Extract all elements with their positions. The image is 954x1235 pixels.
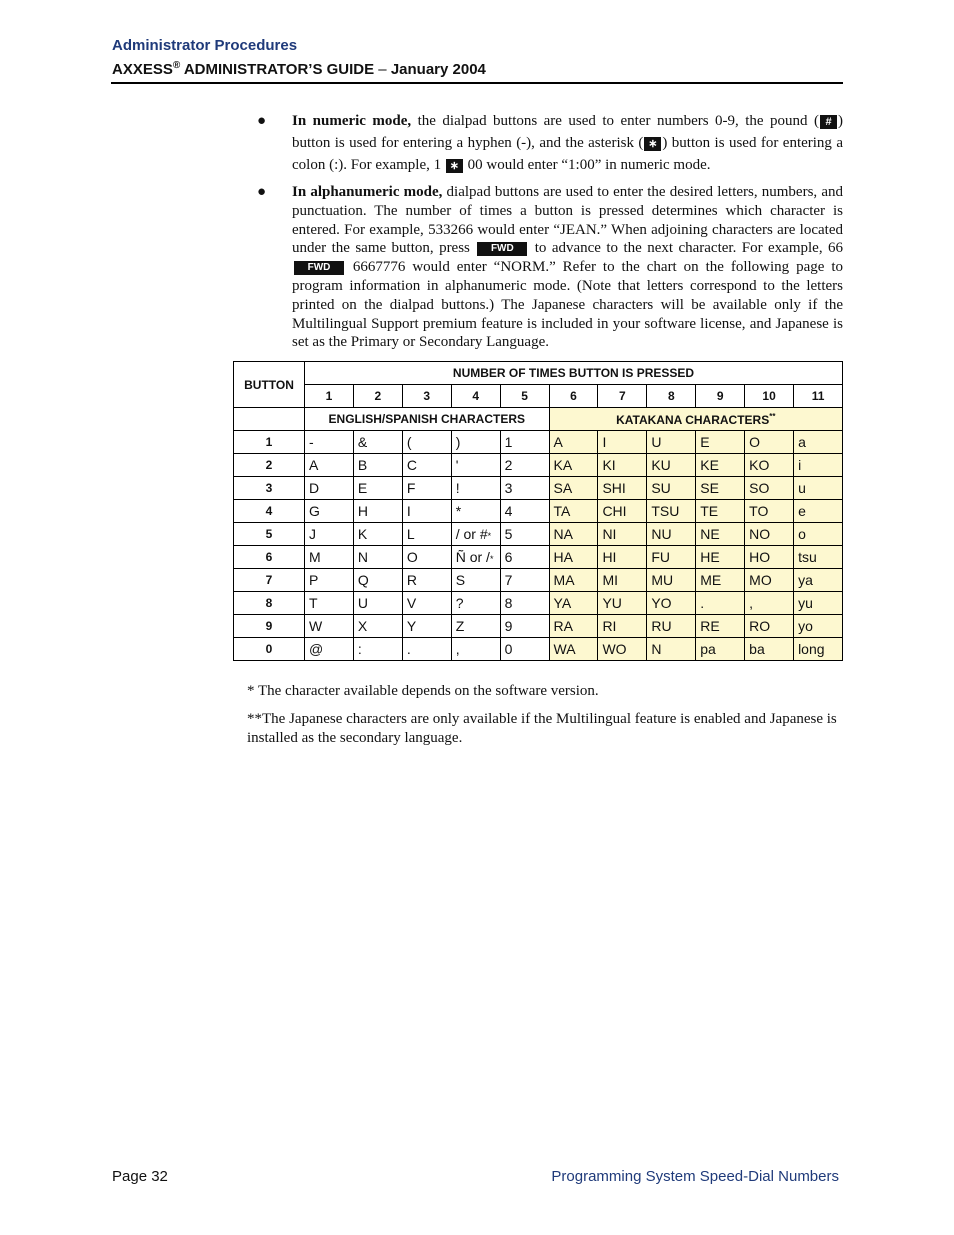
press-count-8: 8 bbox=[647, 385, 696, 408]
alphanumeric-mode-bullet bbox=[257, 183, 843, 352]
guide-title bbox=[112, 60, 486, 78]
english-cell: V bbox=[402, 592, 451, 615]
button-number-cell: 9 bbox=[234, 615, 305, 638]
katakana-header bbox=[549, 408, 842, 431]
katakana-cell: ya bbox=[794, 569, 843, 592]
katakana-cell: SU bbox=[647, 477, 696, 500]
numeric-text-2: ) button is used for entering a hyphen (-), and the asterisk ( bbox=[292, 113, 843, 151]
katakana-cell: YO bbox=[647, 592, 696, 615]
katakana-cell: RE bbox=[696, 615, 745, 638]
katakana-cell: HA bbox=[549, 546, 598, 569]
katakana-cell: yo bbox=[794, 615, 843, 638]
pound-key-icon: # bbox=[820, 115, 837, 129]
english-cell: L bbox=[402, 523, 451, 546]
katakana-cell: E bbox=[696, 431, 745, 454]
english-cell: ' bbox=[451, 454, 500, 477]
katakana-header-label: KATAKANA CHARACTERS bbox=[616, 412, 770, 427]
english-cell: 4 bbox=[500, 500, 549, 523]
press-count-11: 11 bbox=[794, 385, 843, 408]
katakana-cell: TA bbox=[549, 500, 598, 523]
katakana-cell: i bbox=[794, 454, 843, 477]
table-row bbox=[234, 454, 843, 477]
numeric-mode-bullet bbox=[257, 110, 843, 176]
english-cell: M bbox=[305, 546, 354, 569]
katakana-cell: RA bbox=[549, 615, 598, 638]
english-cell: ( bbox=[402, 431, 451, 454]
bullet-dot-icon: ● bbox=[257, 113, 267, 129]
press-count-2: 2 bbox=[353, 385, 402, 408]
english-cell: T bbox=[305, 592, 354, 615]
guide-name: ADMINISTRATOR’S GUIDE bbox=[180, 61, 375, 78]
katakana-cell: NA bbox=[549, 523, 598, 546]
press-count-10: 10 bbox=[745, 385, 794, 408]
english-cell: Q bbox=[353, 569, 402, 592]
table-row bbox=[234, 477, 843, 500]
english-cell: N bbox=[353, 546, 402, 569]
katakana-cell: A bbox=[549, 431, 598, 454]
english-cell: X bbox=[353, 615, 402, 638]
numeric-text-3: ) button is used for entering a colon (:). For example, 1 bbox=[292, 135, 844, 173]
katakana-cell: MA bbox=[549, 569, 598, 592]
chapter-title: Programming System Speed-Dial Numbers bbox=[551, 1168, 839, 1185]
english-cell: E bbox=[353, 477, 402, 500]
english-cell: 2 bbox=[500, 454, 549, 477]
katakana-cell: NE bbox=[696, 523, 745, 546]
katakana-cell: yu bbox=[794, 592, 843, 615]
cell-footnote-mark: * bbox=[487, 531, 492, 541]
english-cell: . bbox=[402, 638, 451, 661]
press-count-6: 6 bbox=[549, 385, 598, 408]
english-cell bbox=[451, 523, 500, 546]
button-number-cell: 3 bbox=[234, 477, 305, 500]
english-cell: J bbox=[305, 523, 354, 546]
katakana-cell: CHI bbox=[598, 500, 647, 523]
katakana-cell: e bbox=[794, 500, 843, 523]
english-cell: 3 bbox=[500, 477, 549, 500]
alpha-text-1: dialpad buttons are used to enter the desired letters, numbers, and punctuation. The number of times a button is pressed determines which character is entered. For example, 533266 would enter “JEAN.” When adjoining characters are located under the same button, press bbox=[292, 184, 843, 257]
english-cell: 5 bbox=[500, 523, 549, 546]
button-number-cell: 8 bbox=[234, 592, 305, 615]
katakana-cell: TSU bbox=[647, 500, 696, 523]
katakana-cell: u bbox=[794, 477, 843, 500]
press-count-7: 7 bbox=[598, 385, 647, 408]
english-cell: F bbox=[402, 477, 451, 500]
katakana-cell: TE bbox=[696, 500, 745, 523]
english-cell: 0 bbox=[500, 638, 549, 661]
katakana-cell: NI bbox=[598, 523, 647, 546]
numeric-mode-text bbox=[292, 110, 843, 176]
katakana-cell: o bbox=[794, 523, 843, 546]
numeric-text-1: the dialpad buttons are used to enter numbers 0-9, the pound ( bbox=[411, 113, 819, 129]
katakana-cell: KA bbox=[549, 454, 598, 477]
katakana-footnote-mark: ** bbox=[769, 411, 776, 421]
table-row bbox=[234, 546, 843, 569]
alpha-text-3: 6667776 would enter “NORM.” Refer to the chart on the following page to program information in alphanumeric mode. (Note that letters correspond to the letters printed on the dialpad buttons.) The Japanese characters will be available only if the Multilingual Support premium feature is included in your software license, and Japanese is set as the Primary or Secondary Language. bbox=[292, 259, 843, 351]
english-cell: I bbox=[402, 500, 451, 523]
katakana-cell: YU bbox=[598, 592, 647, 615]
press-count-row bbox=[234, 385, 843, 408]
numeric-mode-lead: In numeric mode, bbox=[292, 113, 412, 129]
button-column-header: BUTTON bbox=[234, 362, 305, 408]
english-cell: @ bbox=[305, 638, 354, 661]
button-number-cell: 1 bbox=[234, 431, 305, 454]
table-row bbox=[234, 523, 843, 546]
english-cell: K bbox=[353, 523, 402, 546]
table-row bbox=[234, 500, 843, 523]
katakana-cell: RO bbox=[745, 615, 794, 638]
footnote-software-version: * The character available depends on the software version. bbox=[247, 683, 599, 699]
english-cell: D bbox=[305, 477, 354, 500]
katakana-cell: long bbox=[794, 638, 843, 661]
english-cell: W bbox=[305, 615, 354, 638]
english-cell: G bbox=[305, 500, 354, 523]
table-row bbox=[234, 592, 843, 615]
english-cell: Z bbox=[451, 615, 500, 638]
katakana-cell: KU bbox=[647, 454, 696, 477]
registered-mark: ® bbox=[172, 60, 181, 71]
alphanumeric-mode-text bbox=[292, 183, 843, 352]
character-chart bbox=[233, 361, 843, 661]
katakana-cell: YA bbox=[549, 592, 598, 615]
katakana-cell: MO bbox=[745, 569, 794, 592]
english-cell: - bbox=[305, 431, 354, 454]
asterisk-key-icon-2: ∗ bbox=[446, 159, 463, 173]
katakana-cell: I bbox=[598, 431, 647, 454]
katakana-cell: WA bbox=[549, 638, 598, 661]
katakana-cell: SA bbox=[549, 477, 598, 500]
table-row bbox=[234, 615, 843, 638]
english-cell: A bbox=[305, 454, 354, 477]
english-cell: B bbox=[353, 454, 402, 477]
english-cell: * bbox=[451, 500, 500, 523]
numeric-text-4: 00 would enter “1:00” in numeric mode. bbox=[463, 157, 711, 173]
katakana-cell: KI bbox=[598, 454, 647, 477]
katakana-cell: FU bbox=[647, 546, 696, 569]
english-cell: 6 bbox=[500, 546, 549, 569]
english-cell: O bbox=[402, 546, 451, 569]
katakana-cell: ba bbox=[745, 638, 794, 661]
button-number-cell: 7 bbox=[234, 569, 305, 592]
table-row bbox=[234, 431, 843, 454]
katakana-cell: pa bbox=[696, 638, 745, 661]
section-title: Administrator Procedures bbox=[112, 37, 298, 54]
empty-corner-cell bbox=[234, 408, 305, 431]
english-cell: P bbox=[305, 569, 354, 592]
guide-brand: AXXESS bbox=[112, 61, 173, 78]
times-pressed-header: NUMBER OF TIMES BUTTON IS PRESSED bbox=[305, 362, 843, 385]
button-number-cell: 0 bbox=[234, 638, 305, 661]
english-cell: : bbox=[353, 638, 402, 661]
katakana-cell: U bbox=[647, 431, 696, 454]
press-count-4: 4 bbox=[451, 385, 500, 408]
press-count-1: 1 bbox=[305, 385, 354, 408]
katakana-cell: KE bbox=[696, 454, 745, 477]
english-cell: ! bbox=[451, 477, 500, 500]
asterisk-key-icon: ∗ bbox=[644, 137, 661, 151]
katakana-cell: , bbox=[745, 592, 794, 615]
page-number: Page 32 bbox=[112, 1168, 168, 1185]
chart-body bbox=[234, 431, 843, 661]
cell-value: Ñ or / bbox=[455, 549, 490, 565]
katakana-cell: MI bbox=[598, 569, 647, 592]
katakana-cell: SE bbox=[696, 477, 745, 500]
english-cell: , bbox=[451, 638, 500, 661]
button-number-cell: 5 bbox=[234, 523, 305, 546]
guide-date: January 2004 bbox=[390, 61, 486, 78]
english-cell: ) bbox=[451, 431, 500, 454]
english-cell: S bbox=[451, 569, 500, 592]
table-row bbox=[234, 569, 843, 592]
english-cell: 1 bbox=[500, 431, 549, 454]
press-count-9: 9 bbox=[696, 385, 745, 408]
katakana-cell: HE bbox=[696, 546, 745, 569]
bullet-dot-icon: ● bbox=[257, 184, 267, 200]
katakana-cell: NO bbox=[745, 523, 794, 546]
title-dash: – bbox=[374, 61, 391, 78]
katakana-cell: tsu bbox=[794, 546, 843, 569]
fwd-key-icon-2: FWD bbox=[294, 261, 344, 275]
english-cell: 8 bbox=[500, 592, 549, 615]
english-cell: & bbox=[353, 431, 402, 454]
katakana-cell: SHI bbox=[598, 477, 647, 500]
footnote-japanese: **The Japanese characters are only available if the Multilingual feature is enabled and Japanese is installed as the secondary language. bbox=[247, 711, 837, 746]
table-row bbox=[234, 638, 843, 661]
english-cell: Y bbox=[402, 615, 451, 638]
press-count-3: 3 bbox=[402, 385, 451, 408]
katakana-cell: KO bbox=[745, 454, 794, 477]
katakana-cell: . bbox=[696, 592, 745, 615]
katakana-cell: a bbox=[794, 431, 843, 454]
katakana-cell: HI bbox=[598, 546, 647, 569]
button-number-cell: 6 bbox=[234, 546, 305, 569]
english-cell: 9 bbox=[500, 615, 549, 638]
katakana-cell: TO bbox=[745, 500, 794, 523]
katakana-cell: WO bbox=[598, 638, 647, 661]
fwd-key-icon: FWD bbox=[477, 242, 527, 256]
katakana-cell: RU bbox=[647, 615, 696, 638]
alpha-mode-lead: In alphanumeric mode, bbox=[292, 184, 443, 200]
katakana-cell: SO bbox=[745, 477, 794, 500]
english-cell bbox=[451, 546, 500, 569]
cell-footnote-mark: * bbox=[489, 554, 494, 564]
katakana-cell: N bbox=[647, 638, 696, 661]
katakana-cell: O bbox=[745, 431, 794, 454]
press-count-5: 5 bbox=[500, 385, 549, 408]
button-number-cell: 2 bbox=[234, 454, 305, 477]
katakana-cell: HO bbox=[745, 546, 794, 569]
english-cell: H bbox=[353, 500, 402, 523]
katakana-cell: NU bbox=[647, 523, 696, 546]
cell-value: / or # bbox=[455, 526, 488, 542]
katakana-cell: RI bbox=[598, 615, 647, 638]
alpha-text-2: to advance to the next character. For example, 66 bbox=[529, 240, 843, 257]
english-cell: ? bbox=[451, 592, 500, 615]
header-divider bbox=[111, 82, 843, 84]
english-cell: 7 bbox=[500, 569, 549, 592]
katakana-cell: MU bbox=[647, 569, 696, 592]
button-number-cell: 4 bbox=[234, 500, 305, 523]
english-cell: R bbox=[402, 569, 451, 592]
english-cell: C bbox=[402, 454, 451, 477]
english-cell: U bbox=[353, 592, 402, 615]
katakana-cell: ME bbox=[696, 569, 745, 592]
english-spanish-header: ENGLISH/SPANISH CHARACTERS bbox=[305, 408, 550, 431]
